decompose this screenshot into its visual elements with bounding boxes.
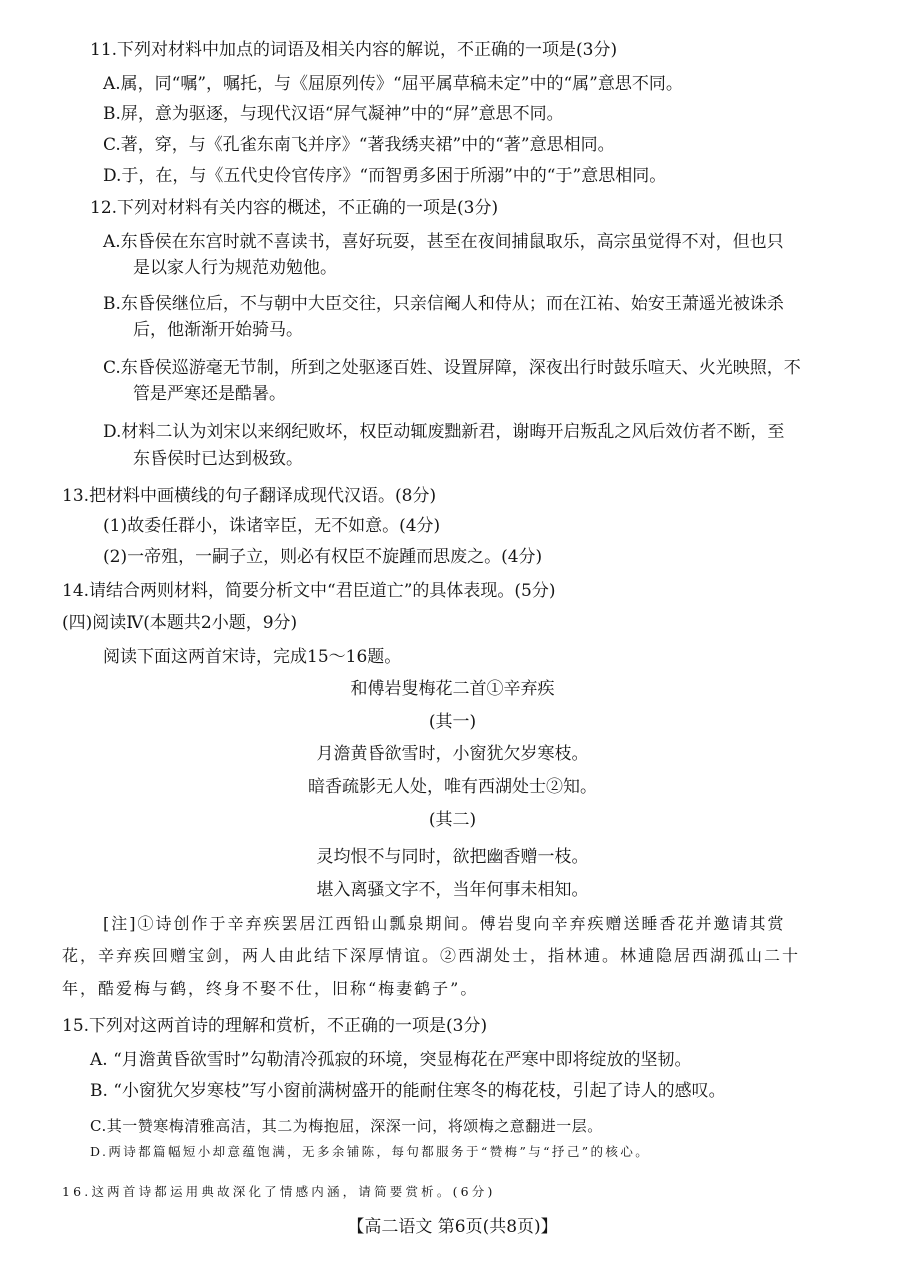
q12-option-c-line1: C.东昏侯巡游毫无节制，所到之处驱逐百姓、设置屏障，深夜出行时鼓乐喧天、火光映照，不 (103, 358, 801, 378)
q12-option-a-line1: A.东昏侯在东宫时就不喜读书，喜好玩耍，甚至在夜间捕鼠取乐，高宗虽觉得不对，但也只 (103, 232, 784, 252)
q16-stem: 16.这两首诗都运用典故深化了情感内涵，请简要赏析。(6分) (62, 1184, 496, 1199)
q15-option-b: B. “小窗犹欠岁寒枝”写小窗前满树盛开的能耐住寒冬的梅花枝，引起了诗人的感叹。 (90, 1081, 726, 1101)
poem-2-line-1: 灵均恨不与同时，欲把幽香赠一枝。 (316, 847, 589, 867)
q11-option-c: C.著，穿，与《孔雀东南飞并序》“著我绣夹裙”中的“著”意思相同。 (103, 135, 615, 155)
poem-2-line-2: 堪入离骚文字不，当年何事未相知。 (316, 880, 589, 900)
poem-1-line-2: 暗香疏影无人处，唯有西湖处士②知。 (308, 777, 597, 797)
q13-stem: 13.把材料中画横线的句子翻译成现代汉语。(8分) (62, 486, 437, 506)
q14-stem: 14.请结合两则材料，简要分析文中“君臣道亡”的具体表现。(5分) (62, 581, 556, 601)
section-4-title: (四)阅读Ⅳ(本题共2小题，9分) (62, 613, 298, 633)
q11-stem: 11.下列对材料中加点的词语及相关内容的解说，不正确的一项是(3分) (90, 40, 618, 60)
q12-option-b-line1: B.东昏侯继位后，不与朝中大臣交往，只亲信阉人和侍从；而在江祐、始安王萧遥光被诛杀 (103, 294, 784, 314)
q15-option-d: D.两诗都篇幅短小却意蕴饱满，无多余铺陈，每句都服务于“赞梅”与“抒己”的核心。 (90, 1144, 651, 1159)
poem-part-1-heading: (其一) (428, 712, 477, 732)
q12-option-d-line2: 东昏侯时已达到极致。 (133, 449, 303, 469)
q12-option-c-line2: 管是严寒还是酷暑。 (133, 384, 286, 404)
q15-stem: 15.下列对这两首诗的理解和赏析，不正确的一项是(3分) (62, 1016, 488, 1036)
q13-sentence-2: (2)一帝殂，一嗣子立，则必有权臣不旋踵而思废之。(4分) (103, 547, 543, 567)
q11-option-a: A.属，同“嘱”，嘱托，与《屈原列传》“屈平属草稿未定”中的“属”意思不同。 (103, 74, 683, 94)
q11-option-b: B.屏，意为驱逐，与现代汉语“屏气凝神”中的“屏”意思不同。 (103, 104, 564, 124)
q15-option-a: A. “月澹黄昏欲雪时”勾勒清冷孤寂的环境，突显梅花在严寒中即将绽放的坚韧。 (90, 1050, 692, 1070)
note-line-1: [注]①诗创作于辛弃疾罢居江西铅山瓢泉期间。傅岩叟向辛弃疾赠送睡香花并邀请其赏 (103, 914, 786, 933)
q12-option-b-line2: 后，他渐渐开始骑马。 (133, 320, 303, 340)
section-4-intro: 阅读下面这两首宋诗，完成15～16题。 (103, 647, 402, 667)
poem-title: 和傅岩叟梅花二首①辛弃疾 (350, 679, 555, 699)
q11-option-d: D.于，在，与《五代史伶官传序》“而智勇多困于所溺”中的“于”意思相同。 (103, 166, 667, 186)
q12-option-a-line2: 是以家人行为规范劝勉他。 (133, 258, 337, 278)
note-line-2: 花，辛弃疾回赠宝剑，两人由此结下深厚情谊。②西湖处士，指林逋。林逋隐居西湖孤山二十 (62, 946, 801, 965)
q13-sentence-1: (1)故委任群小，诛诸宰臣，无不如意。(4分) (103, 516, 441, 536)
q12-option-d-line1: D.材料二认为刘宋以来纲纪败坏，权臣动辄废黜新君，谢晦开启叛乱之风后效仿者不断，至 (103, 422, 785, 442)
q12-stem: 12.下列对材料有关内容的概述，不正确的一项是(3分) (90, 198, 499, 218)
page-footer: 【高二语文 第6页(共8页)】 (347, 1217, 558, 1237)
q15-option-c: C.其一赞寒梅清雅高洁，其二为梅抱屈，深深一问，将颂梅之意翻进一层。 (90, 1117, 603, 1135)
poem-part-2-heading: (其二) (428, 810, 477, 830)
poem-1-line-1: 月澹黄昏欲雪时，小窗犹欠岁寒枝。 (316, 744, 589, 764)
note-line-3: 年，酷爱梅与鹤，终身不娶不仕，旧称“梅妻鹤子”。 (62, 979, 479, 998)
